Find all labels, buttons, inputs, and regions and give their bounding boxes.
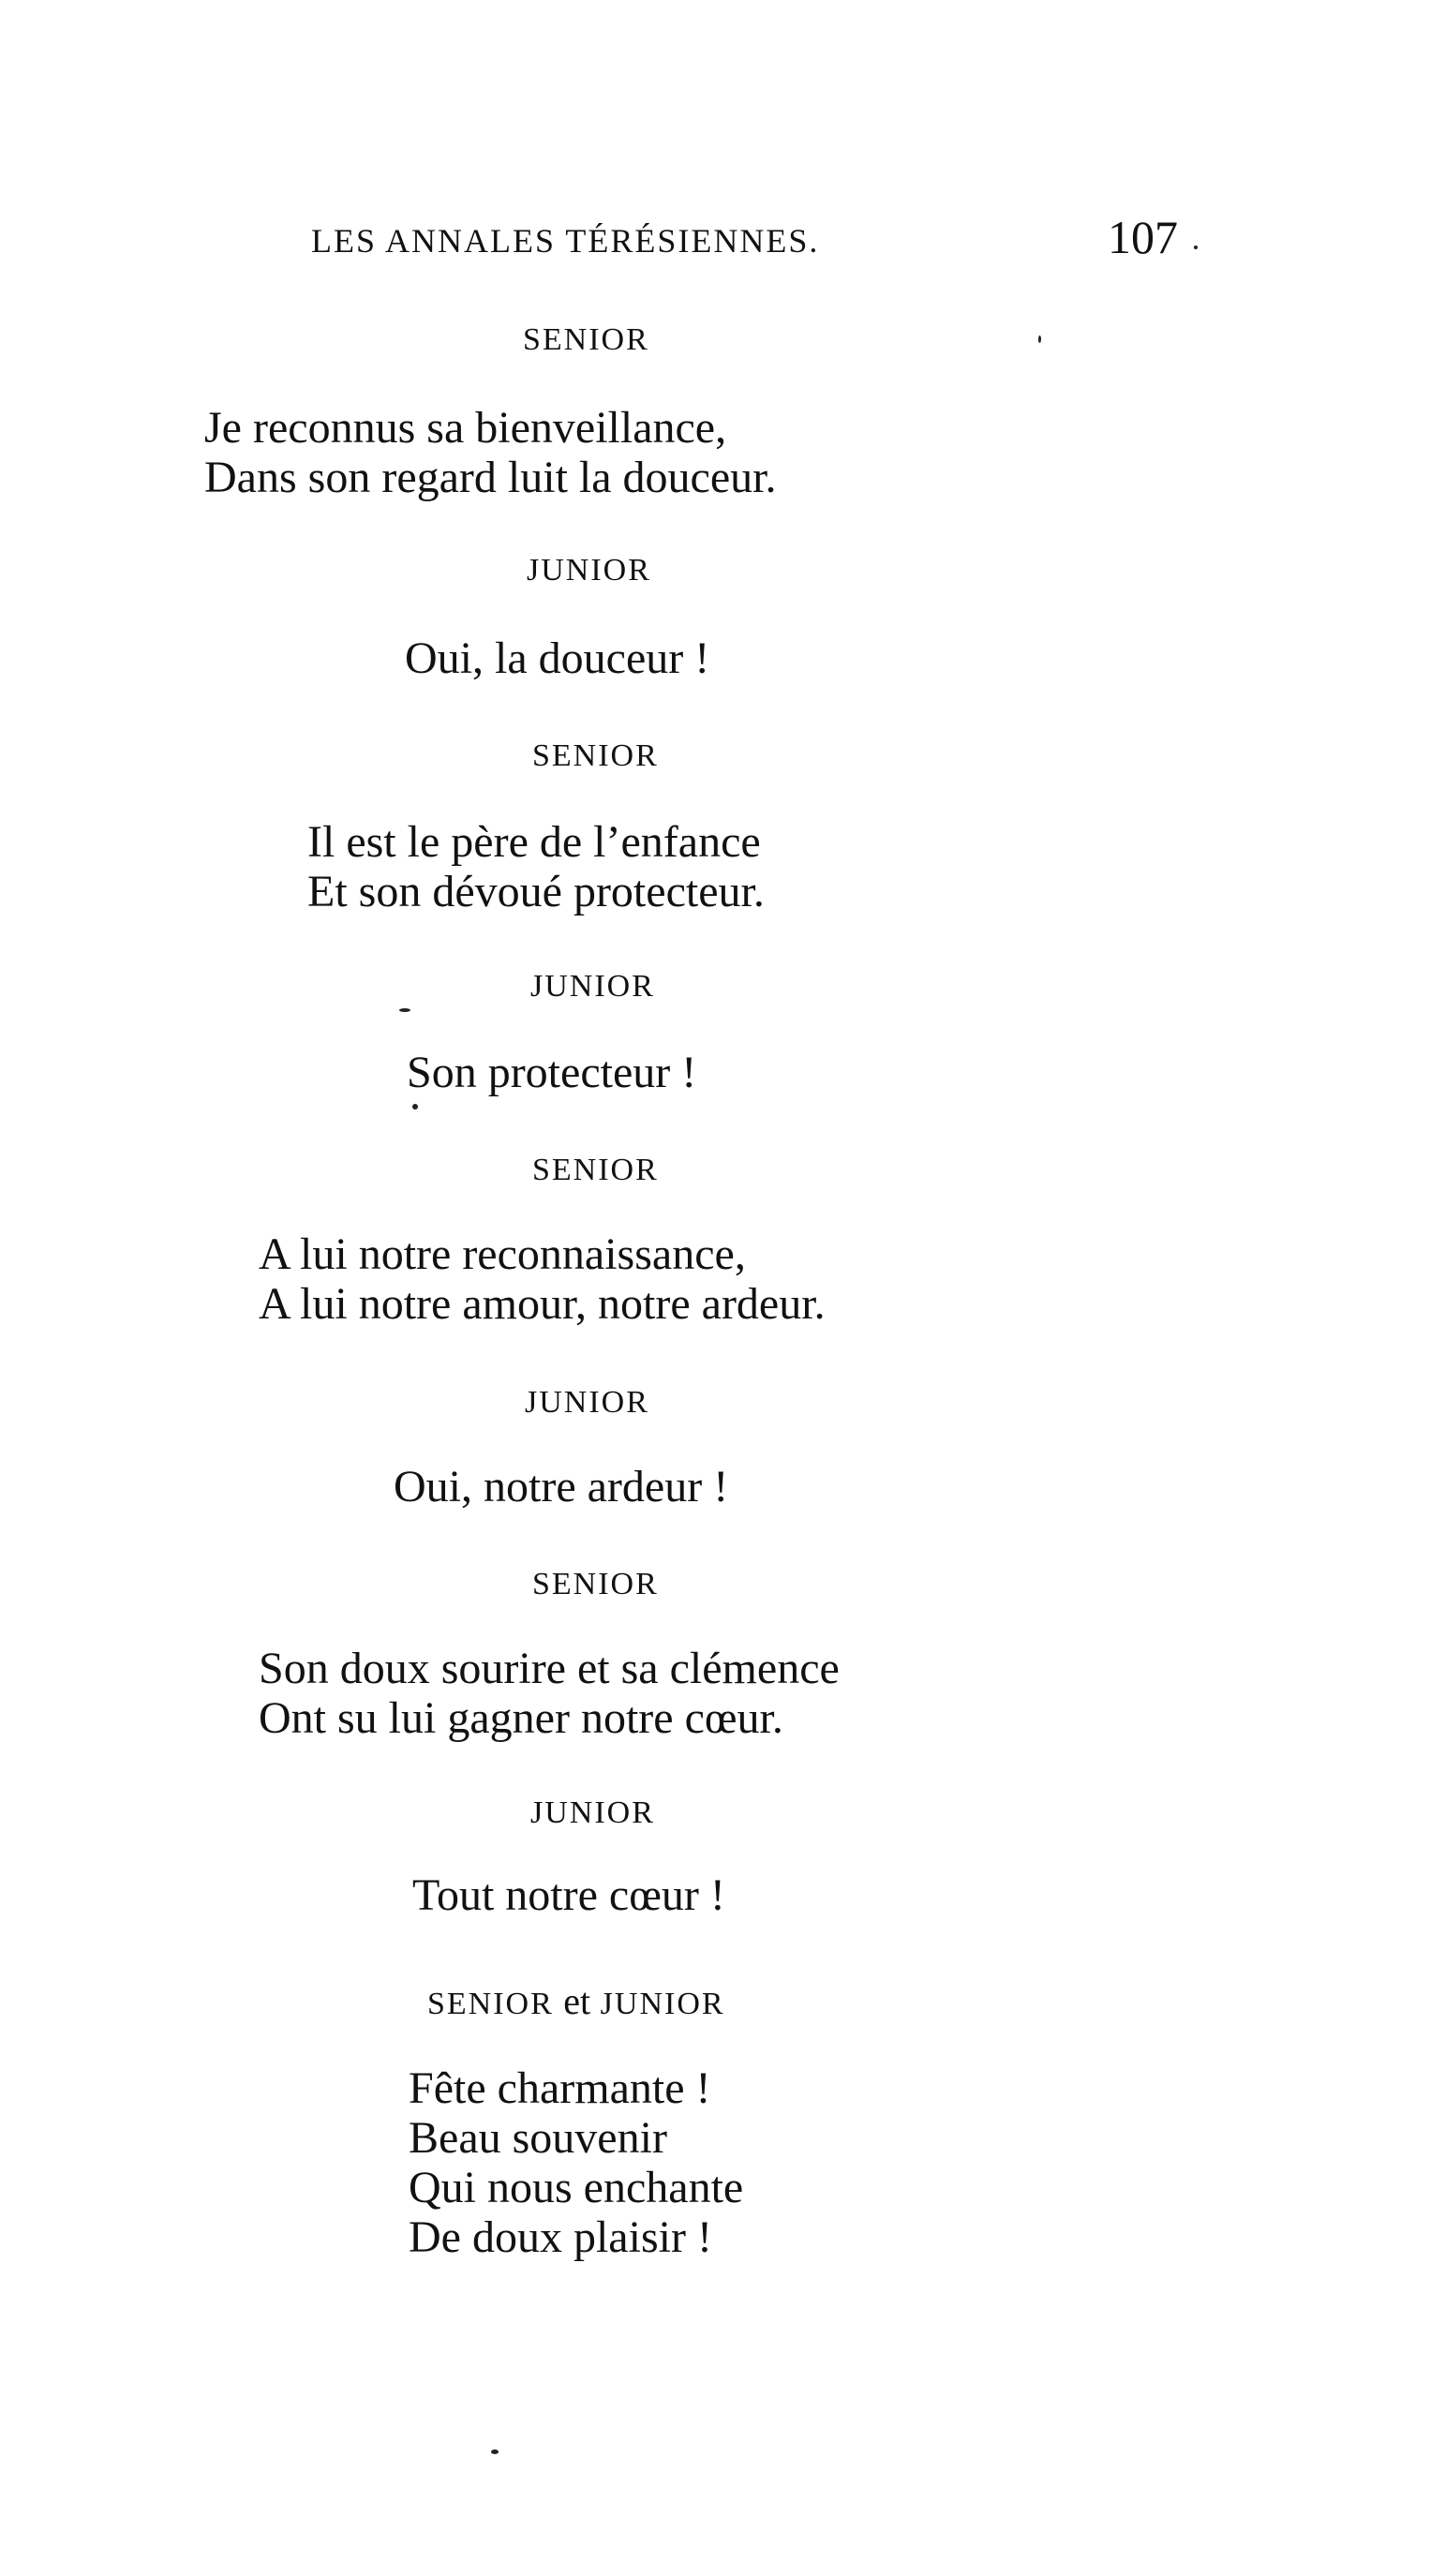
verse-line: Tout notre cœur ! bbox=[412, 1870, 725, 1920]
speaker-label: SENIOR bbox=[532, 1567, 659, 1601]
verse-stanza bbox=[259, 1229, 826, 1329]
verse-stanza bbox=[405, 633, 709, 683]
verse-stanza bbox=[409, 2063, 743, 2262]
running-title: LES ANNALES TÉRÉSIENNES. bbox=[311, 222, 820, 260]
verse-line: Son doux sourire et sa clémence bbox=[259, 1644, 840, 1693]
speaker-b: JUNIOR bbox=[600, 1987, 725, 2021]
verse-line: Je reconnus sa bienveillance, bbox=[204, 403, 727, 453]
scan-speck bbox=[1194, 246, 1198, 249]
verse-line: Ont su lui gagner notre cœur. bbox=[259, 1693, 783, 1743]
verse-line: Fête charmante ! bbox=[409, 2063, 711, 2113]
verse-line: Son protecteur ! bbox=[407, 1048, 697, 1097]
verse-line: Il est le père de l’enfance bbox=[307, 817, 761, 867]
verse-line: Beau souvenir bbox=[409, 2113, 667, 2163]
scan-speck bbox=[1038, 335, 1041, 343]
speaker-label: SENIOR bbox=[523, 322, 649, 357]
verse-stanza bbox=[259, 1644, 840, 1743]
verse-stanza bbox=[407, 1048, 696, 1097]
speaker-label: SENIOR bbox=[532, 1153, 659, 1187]
speaker-conjunction: et bbox=[563, 1980, 591, 2022]
scan-speck bbox=[399, 1008, 410, 1012]
verse-stanza bbox=[204, 403, 777, 502]
verse-line: Et son dévoué protecteur. bbox=[307, 867, 765, 916]
verse-line: De doux plaisir ! bbox=[409, 2212, 712, 2262]
verse-line: Oui, notre ardeur ! bbox=[394, 1462, 729, 1511]
verse-line: Oui, la douceur ! bbox=[405, 633, 710, 683]
speaker-label: JUNIOR bbox=[530, 1795, 655, 1830]
verse-line: A lui notre amour, notre ardeur. bbox=[259, 1279, 826, 1329]
speaker-label-joint bbox=[427, 1979, 725, 2023]
speaker-label: SENIOR bbox=[532, 738, 659, 773]
verse-line: A lui notre reconnaissance, bbox=[259, 1229, 746, 1279]
speaker-label: JUNIOR bbox=[527, 553, 651, 588]
verse-stanza bbox=[394, 1462, 728, 1511]
verse-line: Dans son regard luit la douceur. bbox=[204, 453, 777, 502]
page-number: 107 bbox=[1108, 211, 1178, 263]
speaker-label: JUNIOR bbox=[530, 969, 655, 1004]
verse-stanza bbox=[307, 817, 765, 916]
scan-speck bbox=[412, 1104, 418, 1109]
speaker-label: JUNIOR bbox=[525, 1385, 649, 1420]
verse-line: Qui nous enchante bbox=[409, 2163, 744, 2212]
verse-stanza bbox=[412, 1870, 725, 1920]
speaker-a: SENIOR bbox=[427, 1987, 554, 2021]
scan-speck bbox=[491, 2449, 499, 2454]
